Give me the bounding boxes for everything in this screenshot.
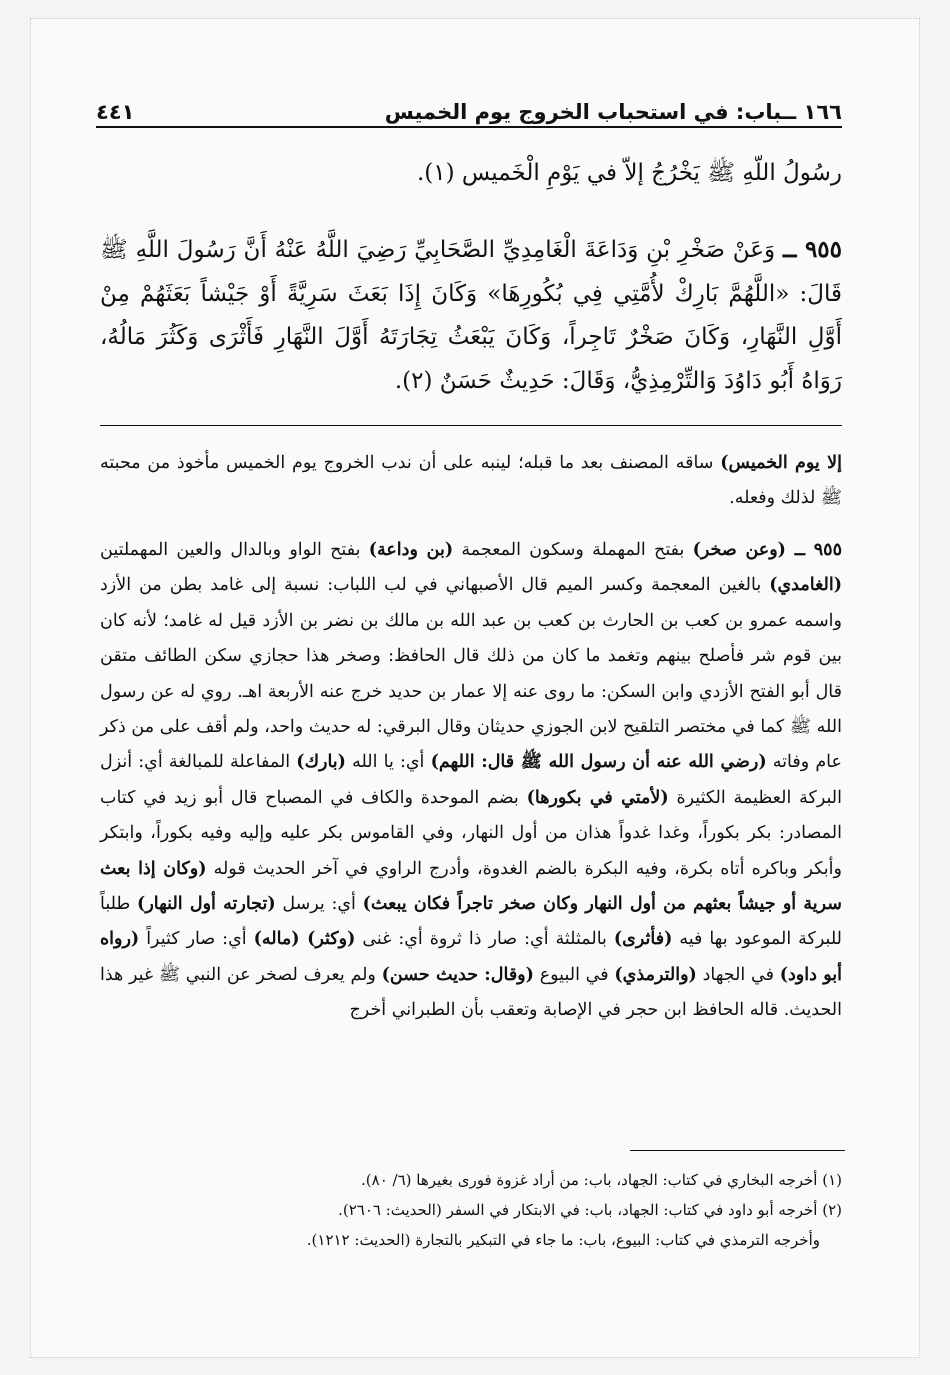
commentary-2-number: ٩٥٥ ــ (وعن صخر) xyxy=(692,540,842,560)
commentary-2-text-10: أي: صار كثيراً xyxy=(146,929,247,950)
commentary-2-text-13: ولم يعرف لصخر عن النبي ﷺ غير هذا الحديث. قاله الحافظ ابن حجر في الإصابة وتعقب بأن الطبراني أخرج xyxy=(100,964,842,1021)
commentary-2-lemma-11: (والترمذي) xyxy=(614,964,697,985)
text-commentary-separator xyxy=(100,425,842,426)
commentary-2-lemma-3: (رضي الله عنه أن رسول الله ﷺ قال: اللهم) xyxy=(430,752,767,773)
commentary-2-text-1: بفتح المهملة وسكون المعجمة xyxy=(461,540,685,560)
commentary-2-lemma-1: (بن وداعة) xyxy=(368,540,454,560)
commentary-2-lemma-5: (لأمتي في بكورها) xyxy=(526,787,669,808)
commentary-2-lemma-6: (وكان إذا بعث سرية أو جيشاً بعثهم من أول النهار وكان صخر تاجراً فكان يبعث) xyxy=(100,858,842,915)
commentary-1-text: ساقه المصنف بعد ما قبله؛ لينبه على أن ندب الخروج يوم الخميس مأخوذ من محبته ﷺ لذلك وفعله. xyxy=(100,453,842,509)
commentary-2-text-5: المفاعلة للمبالغة أي: أنزل البركة العظيمة الكثيرة xyxy=(100,752,842,808)
hadith-block xyxy=(100,228,842,403)
footnote-rule xyxy=(630,1150,845,1151)
commentary-2-lemma-10: (رواه أبو داود) xyxy=(100,929,842,985)
footnote-2-continuation: وأخرجه الترمذي في كتاب: البيوع، باب: ما جاء في التبكير بالتجارة (الحديث: ١٢١٢). xyxy=(306,1231,820,1249)
commentary-paragraph-1 xyxy=(100,446,842,517)
running-header xyxy=(96,86,842,124)
commentary-2-text-12: في البيوع xyxy=(539,964,609,985)
continuation-text: رسُولُ اللّهِ ﷺ يَخْرُجُ إلاّ في يَوْمِ الْخَميس (١). xyxy=(416,160,842,186)
commentary-2-text-7: أي: يرسل xyxy=(282,894,356,915)
page-number: ٤٤١ xyxy=(96,100,135,124)
commentary-2-text-6: بضم الموحدة والكاف في المصباح قال أبو زيد في كتاب المصادر: بكر بكوراً، وغدا غدواً هذان من أول النهار، وفي القاموس بكر عليه وإليه وفيه بكوراً، وابتكر وأبكر وباكره أتاه بكرة، وفيه البكرة بالضم الغدوة، وأدرج الراوي في آخر الحديث قوله xyxy=(100,787,842,879)
commentary-paragraph-2 xyxy=(100,533,842,1029)
commentary-2-text-2: بفتح الواو وبالدال والعين المهملتين xyxy=(100,540,361,560)
commentary-2-lemma-8: (فأثرى) xyxy=(613,929,673,950)
footnote-2: (٢) أخرجه أبو داود في كتاب: الجهاد، باب: في الابتكار في السفر (الحديث: ٢٦٠٦). xyxy=(338,1201,842,1219)
commentary-2-lemma-4: (بارك) xyxy=(296,752,346,773)
hadith-text: وَعَنْ صَخْرِ بْنِ وَدَاعَةَ الْغَامِدِيِّ الصَّحَابِيِّ رَضِيَ اللَّهُ عَنْهُ أَنَّ رَسُولَ اللَّهِ ﷺ قَالَ: «اللَّهُمَّ بَارِكْ لأُمَّتِي فِي بُكُورِهَا» وَكَانَ إِذَا بَعَثَ سَرِيَّةً أَوْ جَيْشاً بَعَثَهُمْ مِنْ أَوَّلِ النَّهَارِ، وَكَانَ صَخْرٌ تَاجِراً، وَكَانَ يَبْعَثُ تِجَارَتَهُ أَوَّلَ النَّهَارِ فَأَثْرَى وَكَثُرَ مَالُهُ، رَوَاهُ أَبُو دَاوُدَ وَالتِّرْمِذِيُّ، وَقَالَ: حَدِيثٌ حَسَنٌ (٢). xyxy=(100,237,842,394)
commentary-1-lemma: إلا يوم الخميس) xyxy=(720,453,842,473)
header-rule xyxy=(96,126,842,128)
commentary-2-lemma-2: (الغامدي) xyxy=(769,575,842,596)
commentary-2-text-11: في الجهاد xyxy=(702,964,774,985)
commentary-2-lemma-12: (وقال: حديث حسن) xyxy=(381,964,534,985)
commentary-2-text-8: طلباً للبركة الموعود بها فيه xyxy=(100,894,842,950)
commentary-2-text-4: أي: يا الله xyxy=(352,752,425,773)
footnotes xyxy=(100,1165,842,1255)
commentary-2-lemma-7: (تجارته أول النهار) xyxy=(137,894,276,915)
chapter-title: ١٦٦ ــباب: في استحباب الخروج يوم الخميس xyxy=(384,100,842,124)
hadith-number: ٩٥٥ ــ xyxy=(782,236,843,263)
footnote-1: (١) أخرجه البخاري في كتاب: الجهاد، باب: من أراد غزوة فورى بغيرها (٦/ ٨٠). xyxy=(361,1171,842,1189)
commentary-2-lemma-9: (وكثر) (ماله) xyxy=(253,929,356,950)
commentary-2-text-9: بالمثلثة أي: صار ذا ثروة أي: غنى xyxy=(362,929,607,950)
commentary-2-text-3: بالغين المعجمة وكسر الميم قال الأصبهاني في لب اللباب: نسبة إلى غامد بطن من الأزد واسمه عمرو بن كعب بن الحارث بن كعب بن عبد الله بن مالك بن نضر بن الأزد قيل له غامد؛ لأنه كان بين قوم شر فأصلح بينهم وتغمد ما كان من ذلك قال الحافظ: وصخر هذا حجازي سكن الطائف متقن قال أبو الفتح الأزدي وابن السكن: ما روى عنه إلا عمار بن حديد خرج عنه الأربعة اهـ. روي له عن رسول الله ﷺ كما في مختصر التلقيح لابن الجوزي حديثان وقال البرقي: له حديث واحد، ولم أقف على من ذكر عام وفاته xyxy=(100,575,842,773)
continuation-line xyxy=(100,152,842,195)
